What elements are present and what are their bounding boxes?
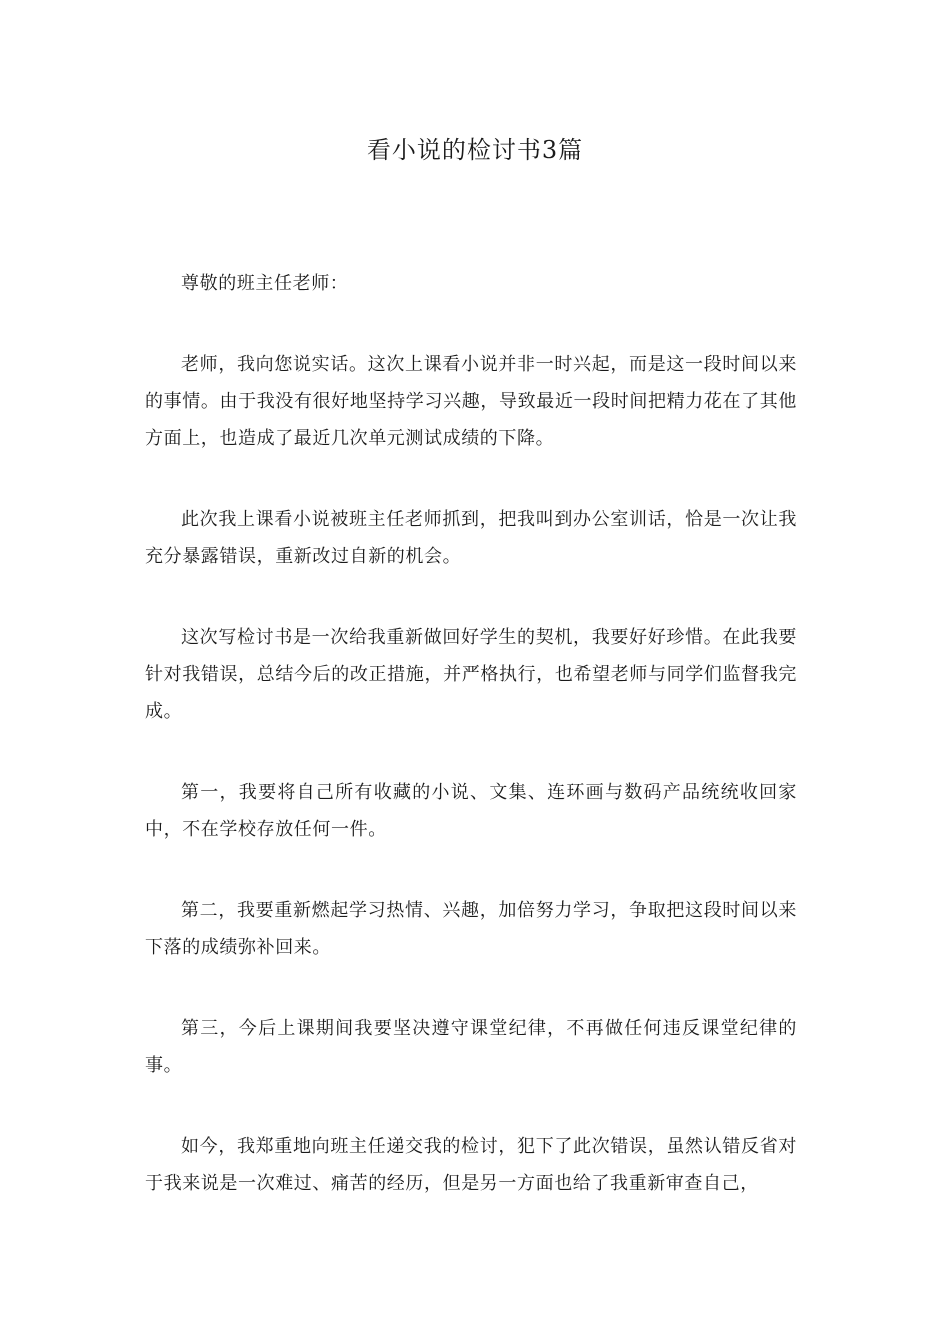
paragraph: 此次我上课看小说被班主任老师抓到，把我叫到办公室训话，恰是一次让我充分暴露错误，重新改过自新的机会。	[145, 509, 797, 567]
paragraph: 老师，我向您说实话。这次上课看小说并非一时兴起，而是这一段时间以来的事情。由于我没有很好地坚持学习兴趣，导致最近一段时间把精力花在了其他方面上，也造成了最近几次单元测试成绩的下降。	[145, 354, 797, 449]
paragraph: 第一，我要将自己所有收藏的小说、文集、连环画与数码产品统统收回家中，不在学校存放任何一件。	[145, 782, 797, 840]
salutation: 尊敬的班主任老师：	[181, 273, 349, 294]
document-body	[145, 265, 797, 1246]
paragraph: 如今，我郑重地向班主任递交我的检讨，犯下了此次错误，虽然认错反省对于我来说是一次难过、痛苦的经历，但是另一方面也给了我重新审查自己，	[145, 1136, 797, 1194]
paragraph: 第二，我要重新燃起学习热情、兴趣，加倍努力学习，争取把这段时间以来下落的成绩弥补回来。	[145, 900, 797, 958]
paragraph: 这次写检讨书是一次给我重新做回好学生的契机，我要好好珍惜。在此我要针对我错误，总结今后的改正措施，并严格执行，也希望老师与同学们监督我完成。	[145, 627, 797, 722]
document-title: 看小说的检讨书3篇	[366, 136, 584, 164]
paragraph: 第三，今后上课期间我要坚决遵守课堂纪律，不再做任何违反课堂纪律的事。	[145, 1018, 797, 1076]
